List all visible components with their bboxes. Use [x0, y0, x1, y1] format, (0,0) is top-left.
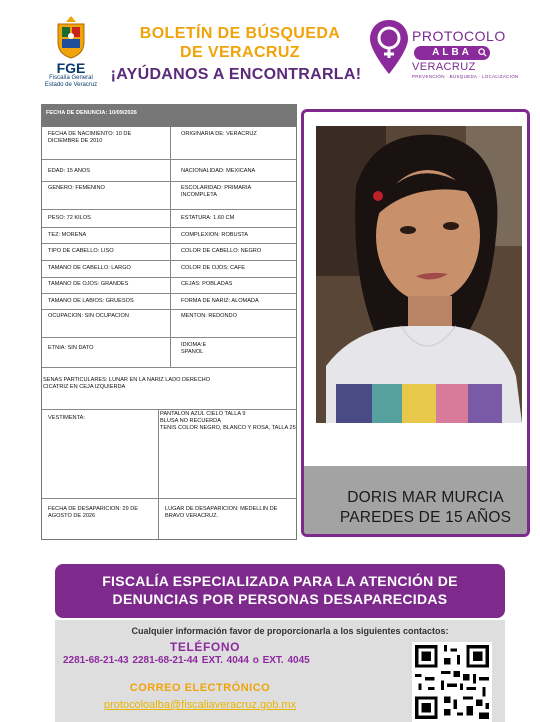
contact-panel — [55, 620, 505, 722]
telefono-label: TELÉFONO — [169, 640, 241, 654]
peso: PESO: 72 KILOS — [48, 215, 91, 221]
fecha-nacimiento: FECHA DE NACIMIENTO: 10 DE DICIEMBRE DE 2010 — [48, 131, 132, 144]
tamano-labios: TAMAÑO DE LABIOS: GRUESOS — [48, 298, 134, 304]
fge-subtitle-1: Fiscalía General — [49, 75, 93, 81]
coat-of-arms-icon — [54, 14, 88, 60]
vestimenta-label: VESTIMENTA: — [48, 415, 85, 421]
photo-card — [301, 109, 530, 537]
title-line-2: DE VERACRUZ — [180, 44, 300, 61]
name-line-2: PAREDES DE 15 AÑOS — [339, 509, 512, 526]
alba-word: ALBA — [414, 46, 490, 60]
idioma-line-1: IDIOMA:E — [181, 342, 207, 348]
alba-veracruz-text: VERACRUZ — [412, 61, 476, 73]
missing-person-data-table — [41, 104, 297, 540]
search-icon — [478, 48, 487, 57]
color-cabello: COLOR DE CABELLO: NEGRO — [181, 248, 262, 254]
genero: GÉNERO: FEMENINO — [48, 185, 105, 191]
qr-code[interactable] — [412, 642, 492, 722]
missing-person-name — [318, 488, 530, 528]
name-line-1: DORIS MAR MURCIA — [347, 489, 504, 506]
vestimenta-line-1: PANTALÓN AZUL CIELO TALLA 9 — [160, 411, 246, 417]
tipo-cabello: TIPO DE CABELLO: LISO — [48, 248, 114, 254]
nacionalidad: NACIONALIDAD: MEXICANA — [181, 168, 256, 174]
senas-line-2: CICATRIZ EN CEJA IZQUIERDA — [43, 384, 126, 390]
vestimenta-line-2: BLUSA NO RECUERDA — [160, 418, 221, 424]
location-pin-female-icon — [368, 18, 410, 76]
vestimenta-line-3: TENIS COLOR NEGRO, BLANCO Y ROSA, TALLA 25 — [160, 425, 296, 431]
alba-protocolo-text: PROTOCOLO — [412, 28, 506, 44]
complexion: COMPLEXIÓN: ROBUSTA — [181, 232, 249, 238]
lugar-desaparicion: LUGAR DE DESAPARICIÓN: MEDELLIN DE BRAVO VERACRUZ. — [165, 506, 278, 519]
fiscalia-banner — [55, 564, 505, 618]
contact-intro: Cualquier información favor de proporcionarla a los siguientes contactos: — [131, 626, 449, 636]
email-label: CORREO ELECTRÓNICO — [129, 682, 271, 694]
fge-subtitle-2: Estado de Veracruz — [44, 82, 98, 88]
column-divider-lower — [158, 410, 159, 539]
forma-nariz: FORMA DE NARIZ: ALOMADA — [181, 298, 259, 304]
bulletin-title — [120, 24, 360, 62]
missing-person-photo — [316, 126, 522, 423]
originaria: ORIGINARIA DE: VERACRUZ — [181, 131, 257, 137]
menton: MENTÓN: REDONDO — [181, 313, 237, 319]
idioma-line-2: SPAÑOL — [181, 349, 204, 355]
alba-tagline: PREVENCIÓN · BÚSQUEDA · LOCALIZACIÓN — [412, 74, 519, 79]
fiscalia-line-2: DENUNCIAS POR PERSONAS DESAPARECIDAS — [112, 591, 448, 607]
protocolo-alba-logo — [368, 16, 518, 82]
fecha-desaparicion: FECHA DE DESAPARICIÓN: 29 DE AGOSTO DE 2026 — [48, 506, 139, 519]
phone-numbers[interactable]: 2281-68-21-43 2281-68-21-44 EXT. 4044 o EXT. 4045 — [63, 655, 310, 666]
title-line-1: BOLETÍN DE BÚSQUEDA — [139, 25, 341, 42]
estatura: ESTATURA: 1.60 CM — [181, 215, 235, 221]
escolaridad: ESCOLARIDAD: PRIMARIA INCOMPLETA — [181, 185, 251, 198]
ocupacion: OCUPACIÓN: SIN OCUPACION — [48, 313, 129, 319]
qr-code-icon — [412, 642, 492, 722]
bulletin-subtitle: ¡AYÚDANOS A ENCONTRARLA! — [110, 66, 362, 83]
fiscalia-line-1: FISCALÍA ESPECIALIZADA PARA LA ATENCIÓN DE — [102, 573, 458, 589]
tamano-ojos: TAMAÑO DE OJOS: GRANDES — [48, 281, 129, 287]
fge-name: FGE — [56, 60, 86, 76]
tez: TEZ: MORENA — [48, 232, 87, 238]
senas-line-1: SEÑAS PARTICULARES: LUNAR EN LA NARIZ LADO DERECHO — [43, 377, 211, 383]
email-link[interactable]: protocoloalba@fiscaliaveracruz.gob.mx — [103, 699, 297, 711]
column-divider — [170, 127, 171, 368]
cejas: CEJAS: POBLADAS — [181, 281, 233, 287]
tamano-cabello: TAMAÑO DE CABELLO: LARGO — [48, 265, 131, 271]
color-ojos: COLOR DE OJOS: CAFÉ — [181, 265, 246, 271]
fge-logo — [40, 14, 102, 94]
fecha-denuncia: FECHA DE DENUNCIA: 10/09/2026 — [42, 105, 296, 127]
etnia: ETNIA: SIN DATO — [48, 345, 94, 351]
edad: EDAD: 15 AÑOS — [48, 168, 90, 174]
